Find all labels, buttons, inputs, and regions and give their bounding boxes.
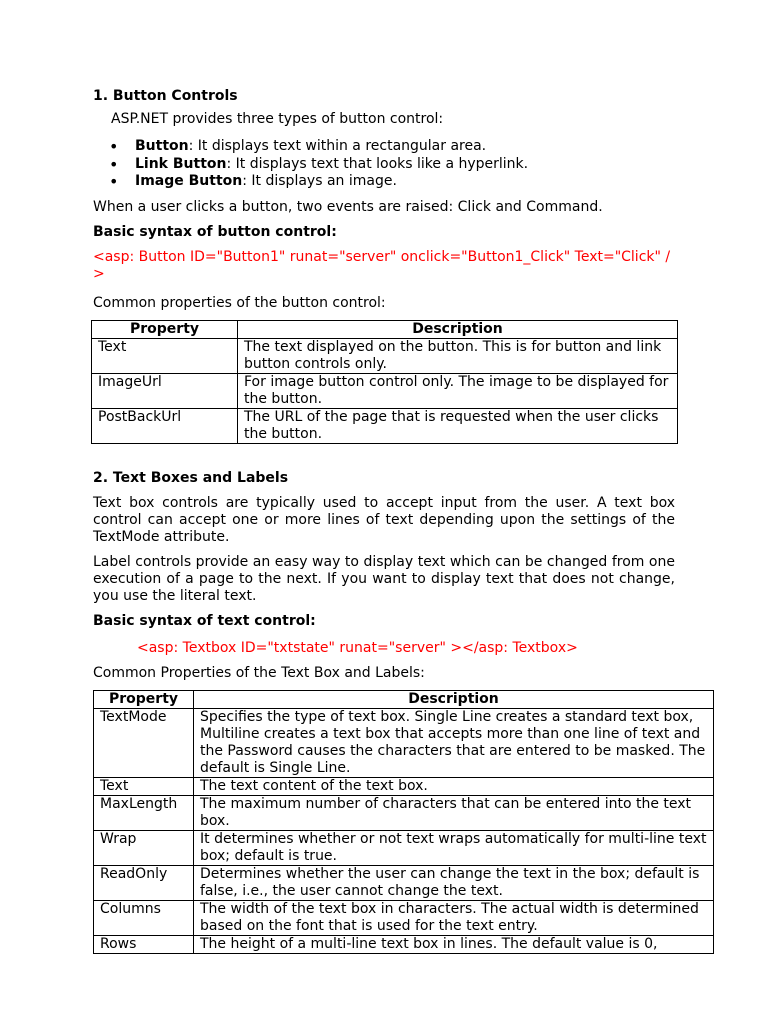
property-cell: MaxLength — [94, 795, 194, 830]
bullet-text: : It displays text within a rectangular area. — [188, 138, 487, 154]
table-row — [92, 408, 678, 443]
list-item — [93, 138, 675, 156]
text-syntax-code: <asp: Textbox ID="txtstate" runat="server" ></asp: Textbox> — [137, 639, 578, 656]
label-paragraph: Label controls provide an easy way to display text which can be changed from one execution of a page to the next. If you want to display text that does not change, you use the literal text. — [93, 553, 675, 604]
description-cell: The maximum number of characters that can be entered into the text box. — [194, 795, 714, 830]
description-cell: The URL of the page that is requested when the user clicks the button. — [238, 408, 678, 443]
table-row — [94, 830, 714, 865]
property-cell: Text — [94, 777, 194, 795]
property-cell: Rows — [94, 935, 194, 953]
bullet-text: : It displays text that looks like a hyperlink. — [226, 155, 529, 172]
table-row — [94, 935, 714, 953]
column-header: Property — [94, 690, 194, 708]
button-syntax-code: <asp: Button ID="Button1" runat="server" onclick="Button1_Click" Text="Click" / > — [93, 248, 671, 282]
table-row — [92, 373, 678, 408]
description-cell: Specifies the type of text box. Single Line creates a standard text box, Multiline creates a text box that accepts more than one line of text and the Password causes the characters that are entered to be masked. The default is Single Line. — [194, 708, 714, 777]
bullet-term: Link Button — [135, 155, 227, 172]
table-row — [94, 777, 714, 795]
description-cell: Determines whether the user can change the text in the box; default is false, i.e., the user cannot change the text. — [194, 865, 714, 900]
textbox-properties-table — [93, 690, 714, 954]
text-syntax-heading: Basic syntax of text control: — [93, 612, 316, 629]
property-cell: Columns — [94, 900, 194, 935]
document-page — [93, 88, 707, 954]
events-paragraph: When a user clicks a button, two events are raised: Click and Command. — [93, 198, 603, 215]
description-cell: It determines whether or not text wraps automatically for multi-line text box; default is true. — [194, 830, 714, 865]
table-row — [94, 900, 714, 935]
description-cell: The text content of the text box. — [194, 777, 714, 795]
description-cell: The height of a multi-line text box in lines. The default value is 0, — [194, 935, 714, 953]
table-row — [94, 795, 714, 830]
table-row — [92, 338, 678, 373]
bullet-term: Image Button — [135, 173, 243, 189]
button-types-list — [93, 138, 675, 191]
property-cell: TextMode — [94, 708, 194, 777]
property-cell: PostBackUrl — [92, 408, 238, 443]
button-props-intro: Common properties of the button control: — [93, 294, 386, 311]
textbox-paragraph: Text box controls are typically used to accept input from the user. A text box control can accept one or more lines of text depending upon the settings of the TextMode attribute. — [93, 494, 675, 545]
list-item — [93, 156, 675, 174]
table-header-row — [92, 320, 678, 338]
text-props-intro: Common Properties of the Text Box and Labels: — [93, 664, 425, 681]
description-cell: The width of the text box in characters. The actual width is determined based on the font that is used for the text entry. — [194, 900, 714, 935]
description-cell: The text displayed on the button. This is for button and link button controls only. — [238, 338, 678, 373]
button-properties-table — [91, 320, 678, 444]
description-cell: For image button control only. The image to be displayed for the button. — [238, 373, 678, 408]
column-header: Description — [194, 690, 714, 708]
list-item — [93, 173, 675, 191]
property-cell: Wrap — [94, 830, 194, 865]
column-header: Description — [238, 320, 678, 338]
bullet-text: : It displays an image. — [242, 173, 397, 189]
column-header: Property — [92, 320, 238, 338]
bullet-term: Button — [135, 138, 189, 154]
table-row — [94, 708, 714, 777]
table-row — [94, 865, 714, 900]
table-header-row — [94, 690, 714, 708]
section1-intro: ASP.NET provides three types of button control: — [111, 111, 444, 127]
property-cell: ReadOnly — [94, 865, 194, 900]
property-cell: Text — [92, 338, 238, 373]
button-syntax-heading: Basic syntax of button control: — [93, 223, 337, 240]
section2-heading: 2. Text Boxes and Labels — [93, 469, 289, 486]
property-cell: ImageUrl — [92, 373, 238, 408]
section1-heading: 1. Button Controls — [93, 88, 238, 104]
